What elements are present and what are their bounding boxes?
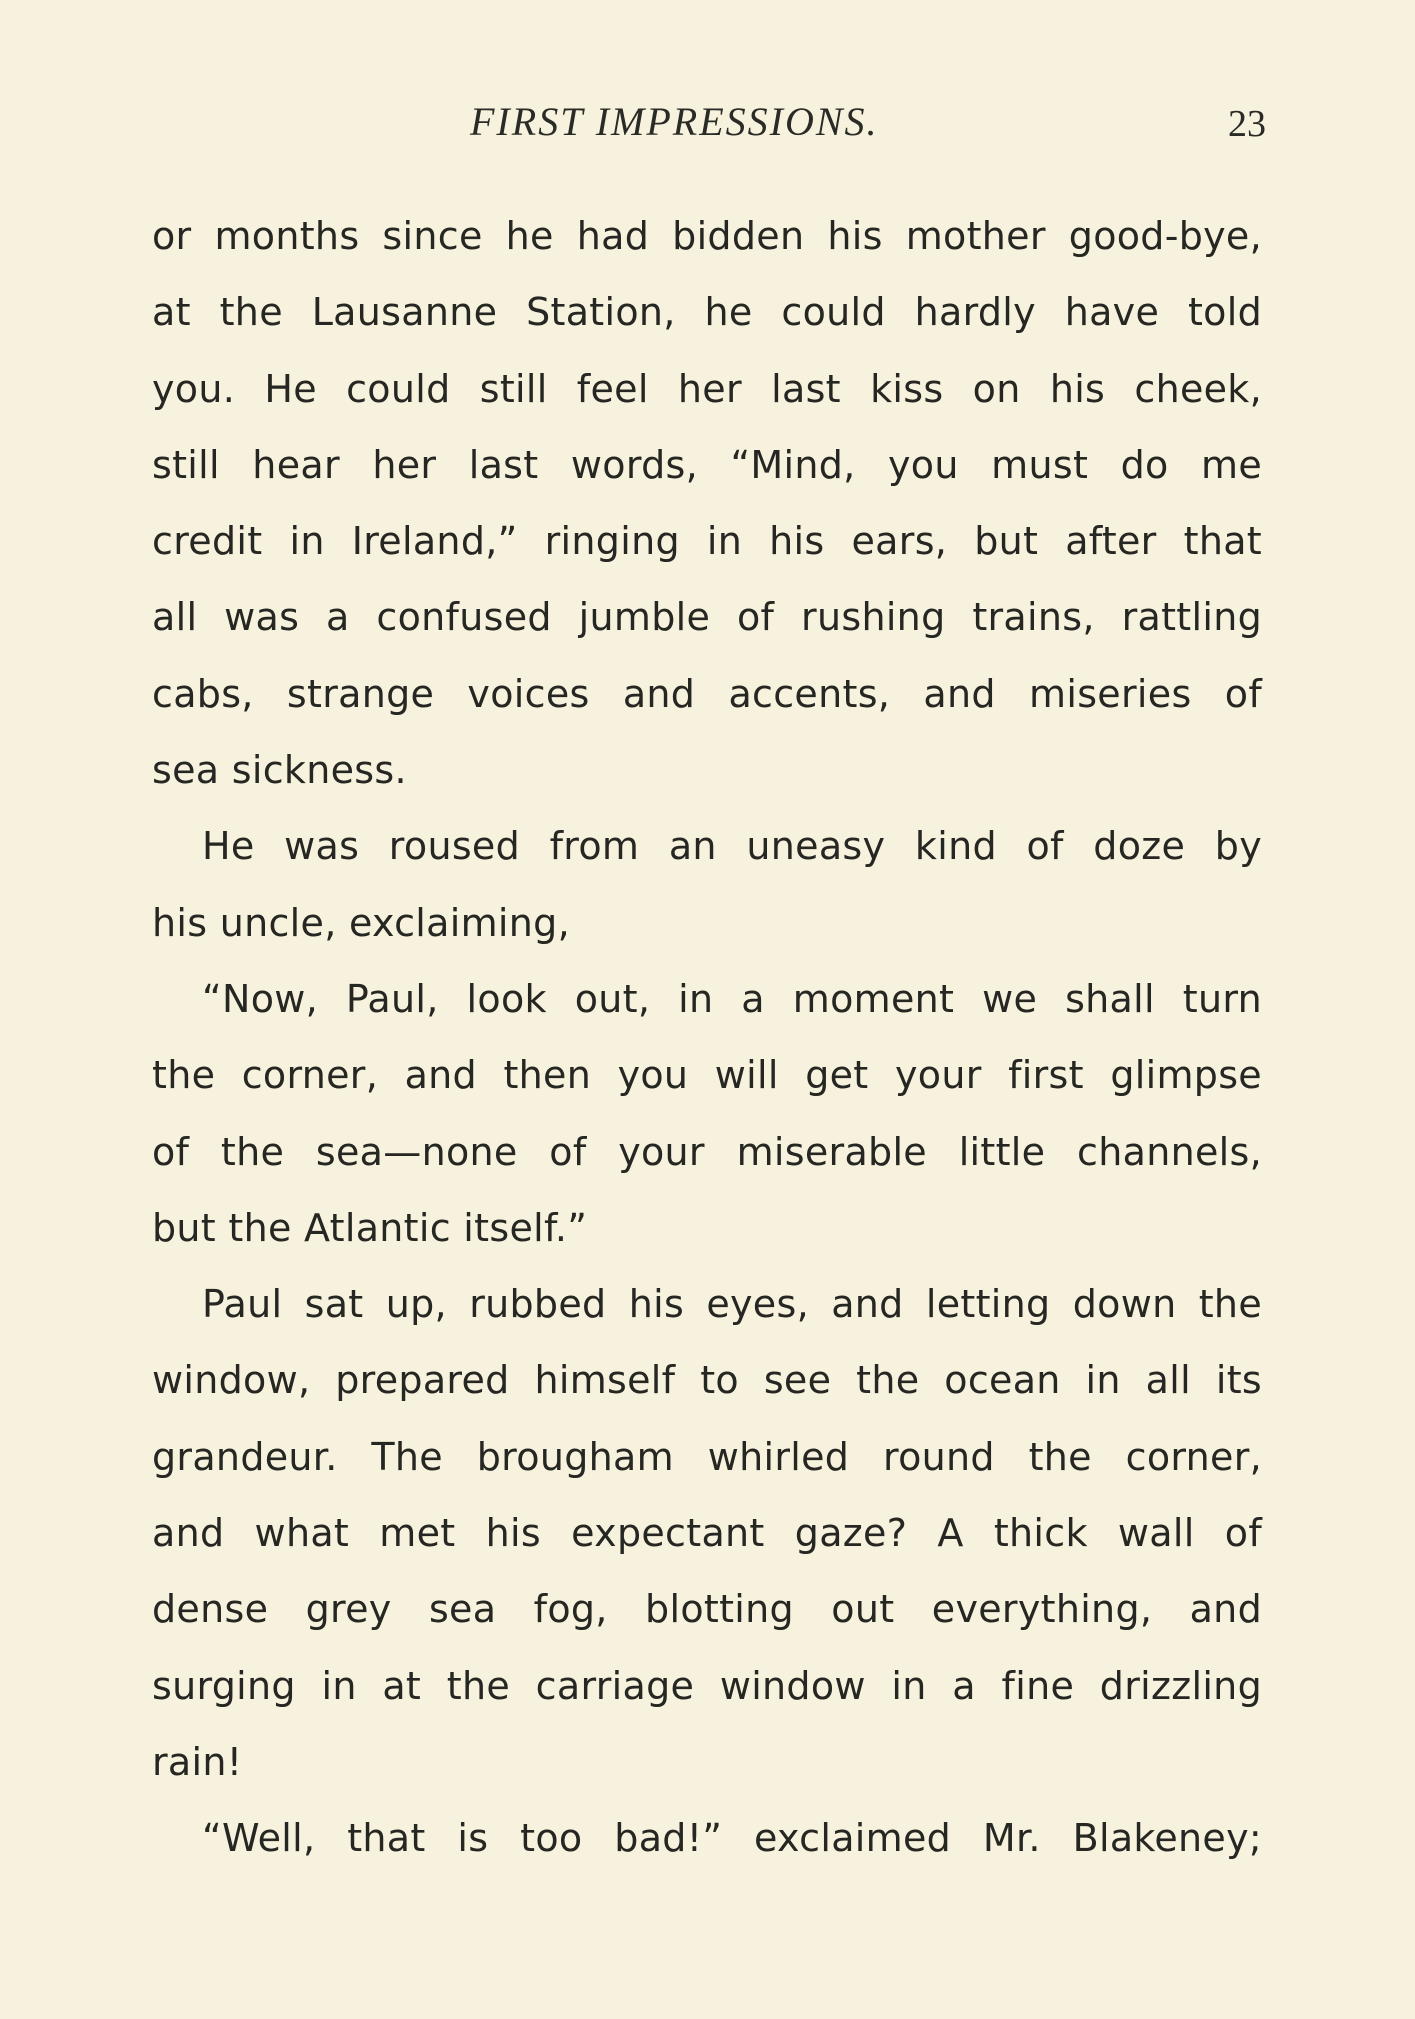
text-line: Paul sat up, rubbed his eyes, and letting down the — [202, 1282, 1262, 1327]
text-line: at the Lausanne Station, he could hardly have told — [152, 290, 1262, 335]
text-line: “Now, Paul, look out, in a moment we shall turn — [202, 976, 1262, 1021]
page-number: 23 — [1228, 103, 1266, 145]
text-line: and what met his expectant gaze? A thick wall of — [152, 1511, 1262, 1556]
text-line: of the sea—none of your miserable little channels, — [152, 1129, 1262, 1174]
text-line: the corner, and then you will get your first glimpse — [152, 1053, 1262, 1098]
text-line: all was a confused jumble of rushing trains, rattling — [152, 595, 1262, 640]
text-line: grandeur. The brougham whirled round the corner, — [152, 1434, 1262, 1479]
text-line: sea sickness. — [152, 748, 407, 793]
text-line: or months since he had bidden his mother good-bye, — [152, 214, 1262, 258]
text-line: still hear her last words, “Mind, you must do me — [152, 442, 1262, 487]
text-line: rain! — [152, 1739, 243, 1784]
text-line: He was roused from an uneasy kind of doze by — [202, 824, 1262, 869]
text-line: cabs, strange voices and accents, and miseries of — [152, 671, 1262, 716]
body-text — [152, 198, 1262, 1877]
running-title: FIRST IMPRESSIONS. — [470, 99, 879, 144]
text-line: credit in Ireland,” ringing in his ears, but after that — [152, 519, 1262, 564]
running-head — [0, 98, 1415, 148]
text-line: “Well, that is too bad!” exclaimed Mr. Blakeney; — [202, 1816, 1262, 1861]
text-line: his uncle, exclaiming, — [152, 900, 570, 945]
text-line: window, prepared himself to see the ocean in all its — [152, 1358, 1262, 1403]
text-line: dense grey sea fog, blotting out everything, and — [152, 1587, 1262, 1632]
text-line: surging in at the carriage window in a fine drizzling — [152, 1663, 1262, 1708]
text-line: you. He could still feel her last kiss on his cheek, — [152, 366, 1262, 411]
text-line: but the Atlantic itself.” — [152, 1205, 588, 1250]
